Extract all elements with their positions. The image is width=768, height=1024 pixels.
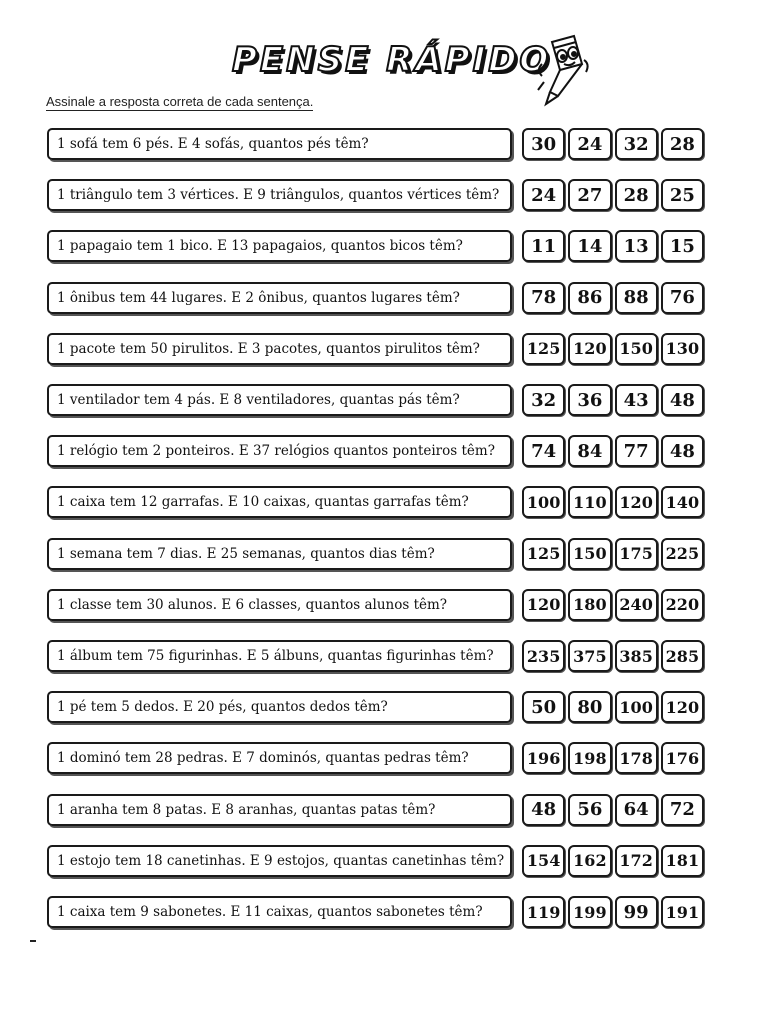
question-text: 1 sofá tem 6 pés. E 4 sofás, quantos pés têm? [47, 128, 512, 160]
answer-option-b[interactable]: 36 [568, 384, 611, 416]
worksheet-header [0, 30, 768, 100]
answer-option-a[interactable]: 154 [522, 845, 565, 877]
answer-option-c[interactable]: 150 [615, 333, 658, 365]
answer-option-d[interactable]: 25 [661, 179, 704, 211]
question-row [0, 689, 768, 729]
question-row [0, 433, 768, 473]
answer-option-d[interactable]: 120 [661, 691, 704, 723]
answer-option-b[interactable]: 27 [568, 179, 611, 211]
answer-option-a[interactable]: 78 [522, 282, 565, 314]
question-text: 1 caixa tem 12 garrafas. E 10 caixas, quantas garrafas têm? [47, 486, 512, 518]
answer-option-a[interactable]: 11 [522, 230, 565, 262]
answer-options [522, 742, 704, 776]
answer-option-a[interactable]: 235 [522, 640, 565, 672]
answer-options [522, 794, 704, 828]
answer-option-c[interactable]: 13 [615, 230, 658, 262]
answer-option-b[interactable]: 375 [568, 640, 611, 672]
answer-option-b[interactable]: 84 [568, 435, 611, 467]
answer-option-b[interactable]: 198 [568, 742, 611, 774]
answer-option-d[interactable]: 140 [661, 486, 704, 518]
question-row [0, 228, 768, 268]
answer-option-b[interactable]: 24 [568, 128, 611, 160]
answer-option-b[interactable]: 180 [568, 589, 611, 621]
question-text: 1 pacote tem 50 pirulitos. E 3 pacotes, quantos pirulitos têm? [47, 333, 512, 365]
answer-option-a[interactable]: 48 [522, 794, 565, 826]
answer-option-b[interactable]: 56 [568, 794, 611, 826]
answer-option-a[interactable]: 32 [522, 384, 565, 416]
answer-option-b[interactable]: 162 [568, 845, 611, 877]
answer-option-c[interactable]: 99 [615, 896, 658, 928]
question-row [0, 638, 768, 678]
answer-option-c[interactable]: 120 [615, 486, 658, 518]
answer-option-c[interactable]: 43 [615, 384, 658, 416]
answer-options [522, 435, 704, 469]
question-text: 1 caixa tem 9 sabonetes. E 11 caixas, quantos sabonetes têm? [47, 896, 512, 928]
question-row [0, 536, 768, 576]
answer-option-a[interactable]: 196 [522, 742, 565, 774]
answer-option-c[interactable]: 385 [615, 640, 658, 672]
question-text: 1 álbum tem 75 figurinhas. E 5 álbuns, quantas figurinhas têm? [47, 640, 512, 672]
answer-option-a[interactable]: 74 [522, 435, 565, 467]
answer-option-a[interactable]: 24 [522, 179, 565, 211]
question-row [0, 280, 768, 320]
question-text: 1 ventilador tem 4 pás. E 8 ventiladores, quantas pás têm? [47, 384, 512, 416]
answer-option-d[interactable]: 48 [661, 384, 704, 416]
answer-options [522, 128, 704, 162]
instruction-text: Assinale a resposta correta de cada sentença. [46, 94, 314, 109]
answer-option-c[interactable]: 88 [615, 282, 658, 314]
answer-option-d[interactable]: 285 [661, 640, 704, 672]
question-row [0, 843, 768, 883]
answer-option-b[interactable]: 86 [568, 282, 611, 314]
question-text: 1 semana tem 7 dias. E 25 semanas, quantos dias têm? [47, 538, 512, 570]
answer-option-c[interactable]: 32 [615, 128, 658, 160]
answer-option-a[interactable]: 125 [522, 333, 565, 365]
question-row [0, 177, 768, 217]
answer-option-d[interactable]: 225 [661, 538, 704, 570]
answer-option-b[interactable]: 80 [568, 691, 611, 723]
answer-options [522, 896, 704, 930]
answer-options [522, 230, 704, 264]
answer-options [522, 179, 704, 213]
answer-options [522, 640, 704, 674]
answer-option-c[interactable]: 172 [615, 845, 658, 877]
answer-options [522, 282, 704, 316]
page-mark [30, 940, 36, 942]
question-text: 1 papagaio tem 1 bico. E 13 papagaios, quantos bicos têm? [47, 230, 512, 262]
question-row [0, 587, 768, 627]
answer-option-d[interactable]: 48 [661, 435, 704, 467]
question-row [0, 792, 768, 832]
answer-option-a[interactable]: 30 [522, 128, 565, 160]
answer-option-d[interactable]: 15 [661, 230, 704, 262]
answer-options [522, 538, 704, 572]
answer-option-d[interactable]: 130 [661, 333, 704, 365]
question-text: 1 triângulo tem 3 vértices. E 9 triângulos, quantos vértices têm? [47, 179, 512, 211]
answer-option-a[interactable]: 100 [522, 486, 565, 518]
question-row [0, 331, 768, 371]
question-text: 1 dominó tem 28 pedras. E 7 dominós, quantas pedras têm? [47, 742, 512, 774]
question-row [0, 484, 768, 524]
answer-option-a[interactable]: 125 [522, 538, 565, 570]
question-text: 1 ônibus tem 44 lugares. E 2 ônibus, quantos lugares têm? [47, 282, 512, 314]
answer-option-c[interactable]: 178 [615, 742, 658, 774]
answer-options [522, 845, 704, 879]
answer-option-a[interactable]: 119 [522, 896, 565, 928]
question-row [0, 126, 768, 166]
question-text: 1 relógio tem 2 ponteiros. E 37 relógios quantos ponteiros têm? [47, 435, 512, 467]
answer-option-b[interactable]: 14 [568, 230, 611, 262]
answer-option-b[interactable]: 150 [568, 538, 611, 570]
question-text: 1 aranha tem 8 patas. E 8 aranhas, quantas patas têm? [47, 794, 512, 826]
page-title: PENSE RÁPIDO [232, 40, 552, 80]
answer-option-c[interactable]: 100 [615, 691, 658, 723]
answer-option-c[interactable]: 175 [615, 538, 658, 570]
question-row [0, 382, 768, 422]
question-text: 1 classe tem 30 alunos. E 6 classes, quantos alunos têm? [47, 589, 512, 621]
question-text: 1 estojo tem 18 canetinhas. E 9 estojos, quantas canetinhas têm? [47, 845, 512, 877]
answer-option-d[interactable]: 191 [661, 896, 704, 928]
answer-option-d[interactable]: 176 [661, 742, 704, 774]
answer-option-d[interactable]: 72 [661, 794, 704, 826]
answer-option-d[interactable]: 28 [661, 128, 704, 160]
answer-options [522, 384, 704, 418]
answer-option-d[interactable]: 76 [661, 282, 704, 314]
question-row [0, 894, 768, 934]
answer-option-d[interactable]: 220 [661, 589, 704, 621]
answer-option-a[interactable]: 120 [522, 589, 565, 621]
answer-option-b[interactable]: 120 [568, 333, 611, 365]
answer-option-a[interactable]: 50 [522, 691, 565, 723]
answer-options [522, 589, 704, 623]
answer-options [522, 486, 704, 520]
question-text: 1 pé tem 5 dedos. E 20 pés, quantos dedos têm? [47, 691, 512, 723]
answer-option-b[interactable]: 199 [568, 896, 611, 928]
answer-options [522, 333, 704, 367]
answer-option-d[interactable]: 181 [661, 845, 704, 877]
answer-option-c[interactable]: 240 [615, 589, 658, 621]
answer-option-c[interactable]: 64 [615, 794, 658, 826]
answer-option-c[interactable]: 28 [615, 179, 658, 211]
answer-options [522, 691, 704, 725]
question-row [0, 740, 768, 780]
pencil-character-icon [530, 34, 592, 108]
answer-option-c[interactable]: 77 [615, 435, 658, 467]
answer-option-b[interactable]: 110 [568, 486, 611, 518]
